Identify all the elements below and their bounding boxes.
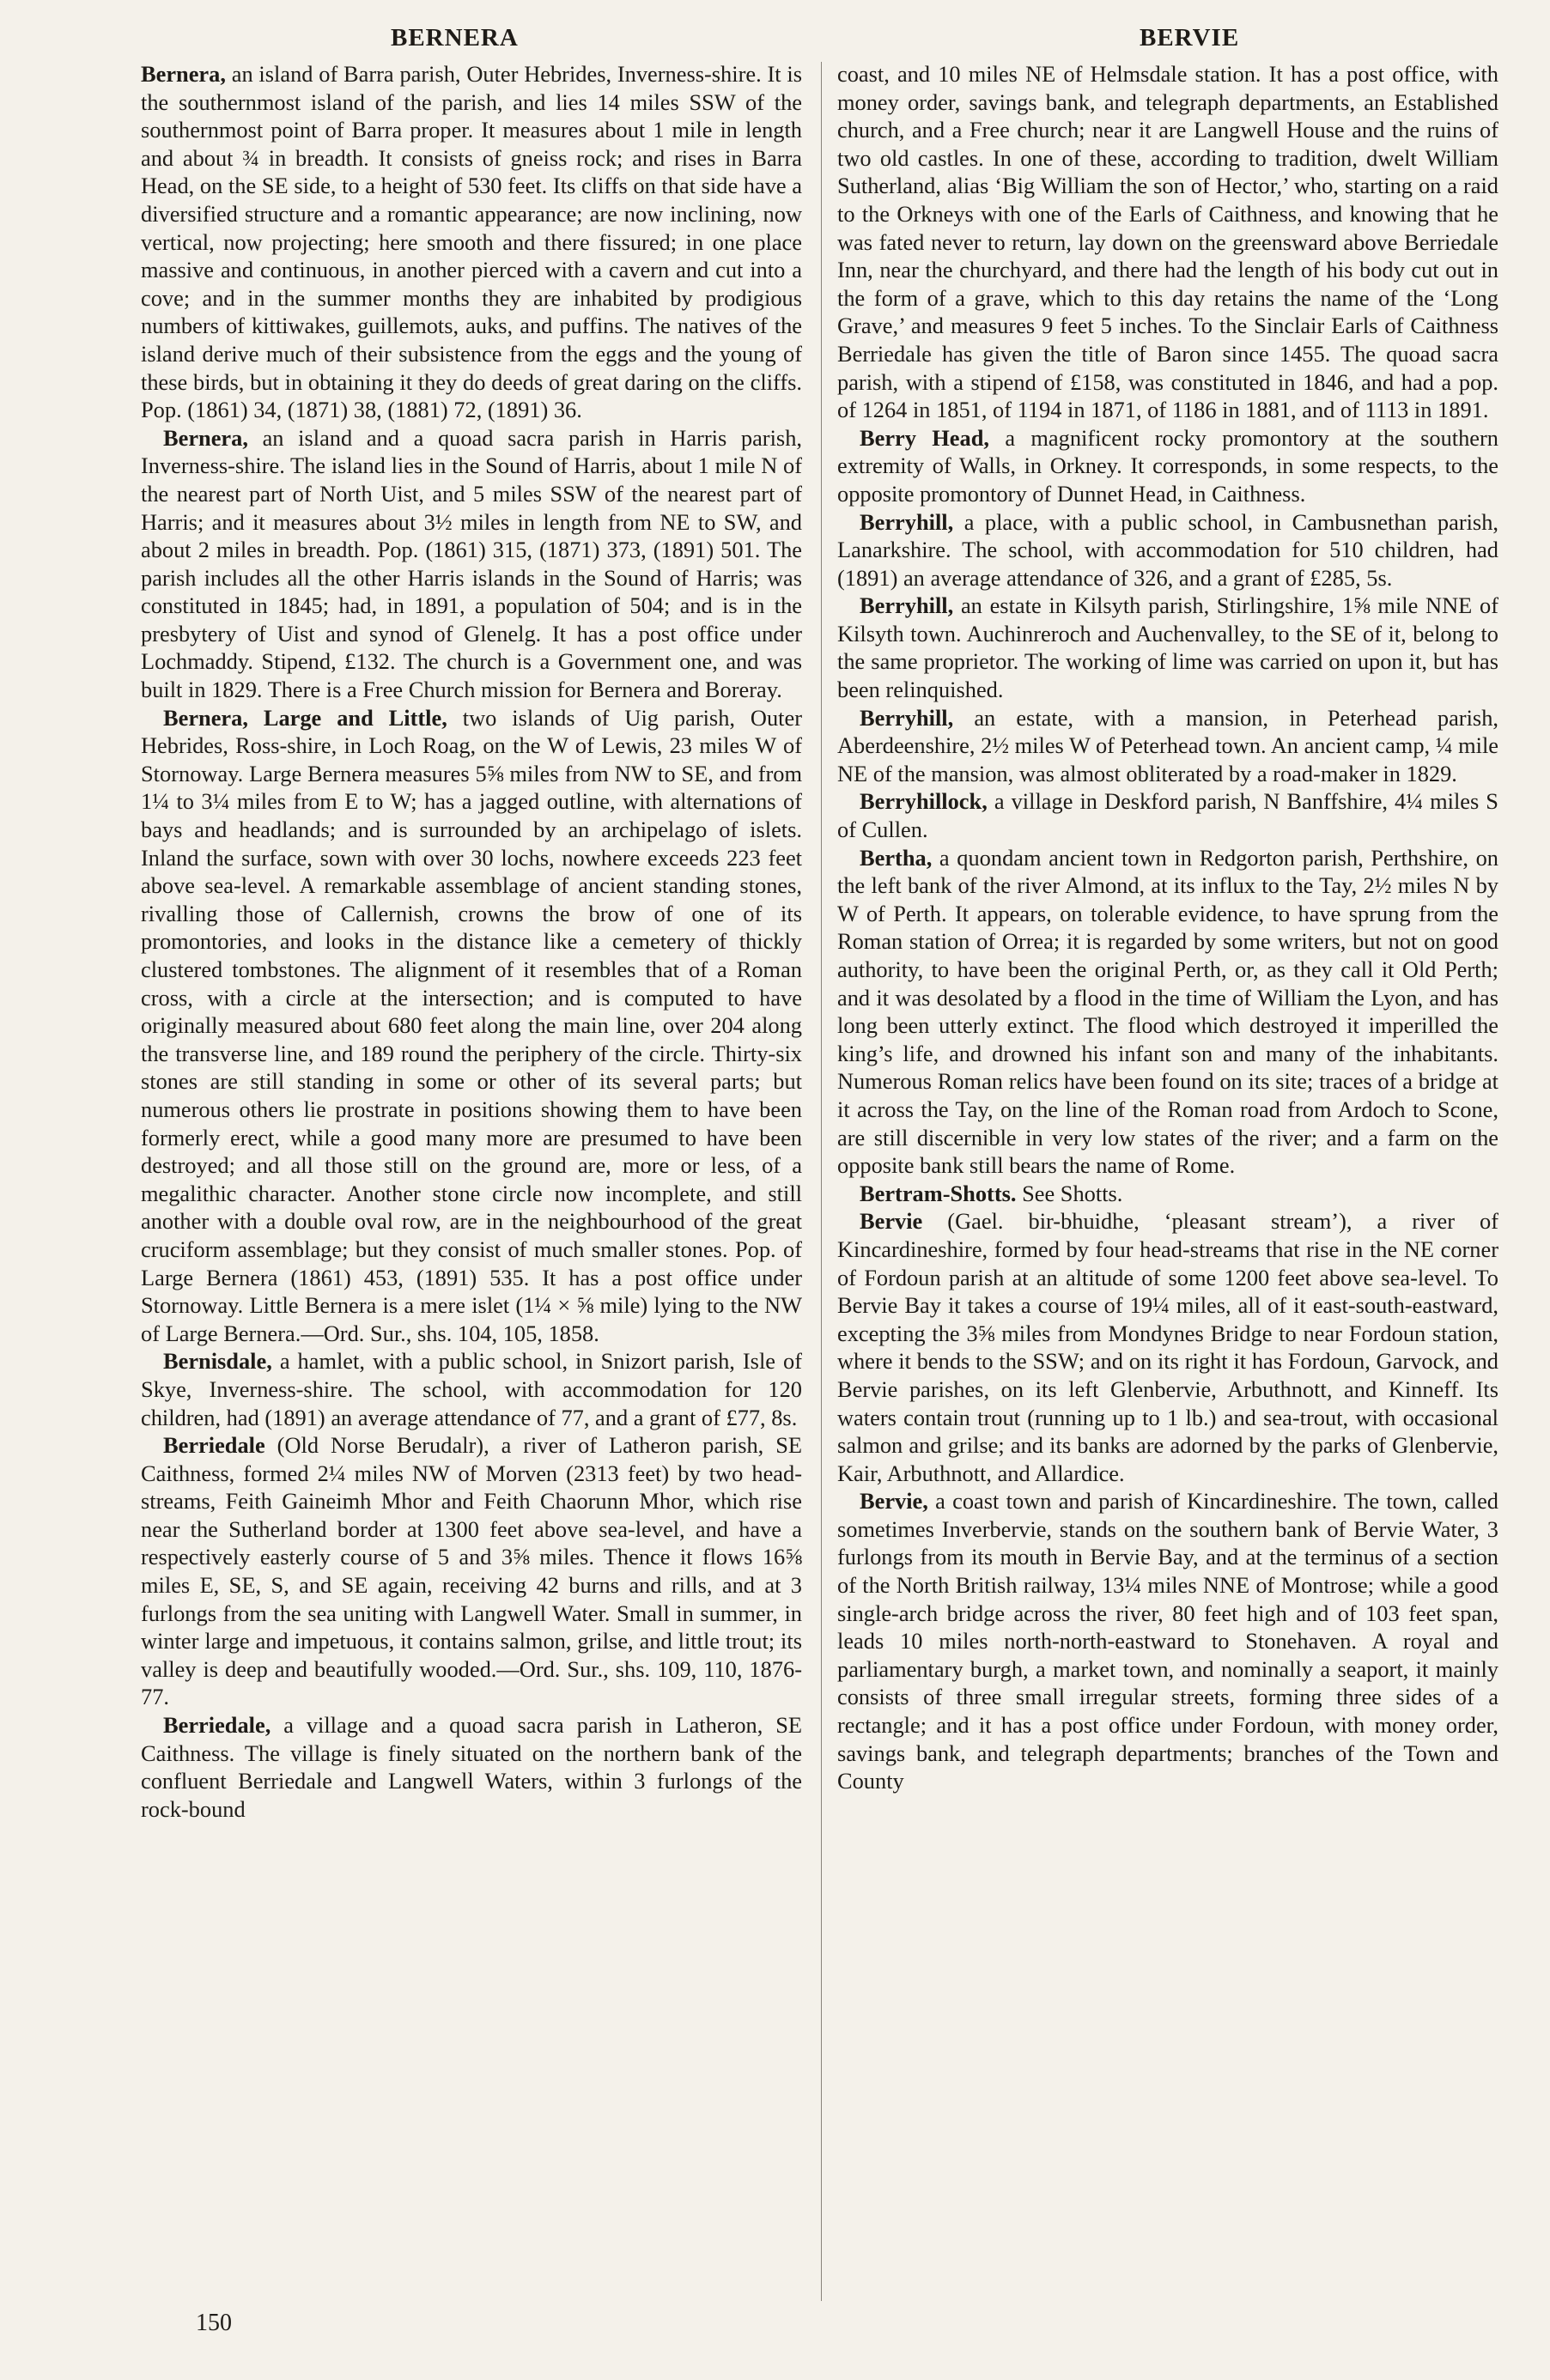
entry-headword: Bertram-Shotts.	[860, 1180, 1017, 1206]
running-head-left: BERNERA	[391, 24, 519, 52]
entry-text: See Shotts.	[1016, 1180, 1123, 1206]
entry-text: an island and a quoad sacra parish in Harris parish, Inverness-shire. The island lies in the Sound of Harris, about 1 mile N of the nearest part of North Uist, and 5 miles SSW of the nearest part of Harris; and it measures about 3½ miles in length from NE to SW, and about 2 miles in breadth. Pop. (1861) 315, (1871) 373, (1891) 501. The parish includes all the other Harris islands in the Sound of Harris; was constituted in 1845; had, in 1891, a population of 504; and is in the presbytery of Uist and synod of Glenelg. It has a post office under Lochmaddy. Stipend, £132. The church is a Government one, and was built in 1829. There is a Free Church mission for Bernera and Boreray.	[141, 424, 802, 703]
entry-text: (Gael. bir-bhuidhe, ‘pleasant stream’), a river of Kincardineshire, formed by four head-streams that rise in the NE corner of Fordoun parish at an altitude of some 1200 feet above sea-level. To Bervie Bay it takes a course of 19¼ miles, all of it east-south-eastward, excepting the 3⅝ miles from Mondynes Bridge to near Fordoun station, where it bends to the SSW; and on its right it has Fordoun, Garvock, and Bervie parishes, on its left Glenbervie, Arbuthnott, and Kinneff. Its waters contain trout (running up to 1 lb.) and sea-trout, with occasional salmon and grilse; and its banks are adorned by the parks of Glenbervie, Kair, Arbuthnott, and Allardice.	[837, 1208, 1498, 1486]
entry-berryhill-kilsyth	[837, 592, 1498, 703]
entry-text: (Old Norse Berudalr), a river of Latheron parish, SE Caithness, formed 2¼ miles NW of Morven (2313 feet) by two head-streams, Feith Gaineimh Mhor and Feith Chaorunn Mhor, which rise near the Sutherland border at 1300 feet above sea-level, and have a respectively easterly course of 5 and 3⅝ miles. Thence it flows 16⅝ miles E, SE, S, and SE again, receiving 42 burns and rills, and at 3 furlongs from the sea uniting with Langwell Water. Small in summer, in winter large and impetuous, it contains salmon, grilse, and little trout; its valley is deep and beautifully wooded.—Ord. Sur., shs. 109, 110, 1876-77.	[141, 1432, 802, 1710]
entry-headword: Berryhill,	[860, 704, 954, 731]
running-head-right: BERVIE	[1140, 24, 1240, 52]
entry-headword: Bernera, Large and Little,	[163, 704, 447, 731]
entry-berry-head	[837, 424, 1498, 508]
entry-berriedale-village	[141, 1711, 802, 1823]
entry-headword: Berriedale,	[163, 1712, 271, 1739]
entry-berriedale-continued	[837, 60, 1498, 424]
entry-berryhillock	[837, 787, 1498, 843]
entry-text: a quondam ancient town in Redgorton parish, Perthshire, on the left bank of the river Almond, at its influx to the Tay, 2½ miles N by W of Perth. It appears, on tolerable evidence, to have sprung from the Roman station of Orrea; it is regarded by some writers, but not on good authority, to have been the original Perth, or, as they call it Old Perth; and it was desolated by a flood in the time of William the Lyon, and has long been utterly extinct. The flood which destroyed it imperilled the king’s life, and drowned his infant son and many of the inhabitants. Numerous Roman relics have been found on its site; traces of a bridge at it across the Tay, on the line of the Roman road from Ardoch to Scone, are still discernible in very low states of the river; and a farm on the opposite bank still bears the name of Rome.	[837, 844, 1498, 1179]
left-column	[141, 60, 802, 2292]
entry-text: a village in Deskford parish, N Banffshire, 4¼ miles S of Cullen.	[837, 788, 1498, 843]
entry-text: two islands of Uig parish, Outer Hebrides, Ross-shire, in Loch Roag, on the W of Lewis, 23 miles W of Stornoway. Large Bernera measures 5⅝ miles from NW to SE, and from 1¼ to 3¼ miles from E to W; has a jagged outline, with alternations of bays and headlands; and is surrounded by an archipelago of islets. Inland the surface, sown with over 30 lochs, nowhere exceeds 223 feet above sea-level. A remarkable assemblage of ancient standing stones, rivalling those of Callernish, crowns the brow of one of its promontories, and looks in the distance like a cemetery of thickly clustered tombstones. The alignment of it resembles that of a Roman cross, with a circle at the intersection; and is computed to have originally measured about 680 feet along the main line, over 204 along the transverse line, and 189 round the periphery of the circle. Thirty-six stones are still standing in some or other of its several parts; but numerous others lie prostrate in positions showing them to have been formerly erect, while a good many more are presumed to have been destroyed; and all those still on the ground are, more or less, of a megalithic character. Another stone circle now incomplete, and still another with a double oval row, are in the neighbourhood of the great cruciform assemblage; but they consist of much smaller stones. Pop. of Large Bernera (1861) 453, (1891) 535. It has a post office under Stornoway. Little Bernera is a mere islet (1¼ × ⅝ mile) lying to the NW of Large Bernera.—Ord. Sur., shs. 104, 105, 1858.	[141, 704, 802, 1346]
entry-berryhill-peterhead	[837, 704, 1498, 788]
entry-text: an estate in Kilsyth parish, Stirlingshire, 1⅝ mile NNE of Kilsyth town. Auchinreroch and Auchenvalley, to the SE of it, belong to the same proprietor. The working of lime was carried on upon it, but has been relinquished.	[837, 592, 1498, 703]
entry-text: coast, and 10 miles NE of Helmsdale station. It has a post office, with money order, savings bank, and telegraph departments, an Established church, and a Free church; near it are Langwell House and the ruins of two old castles. In one of these, according to tradition, dwelt William Sutherland, alias ‘Big William the son of Hector,’ who, starting on a raid to the Orkneys with one of the Earls of Caithness, and knowing that he was fated never to return, lay down on the greensward above Berriedale Inn, near the churchyard, and there had the length of his body cut out in the form of a grave, which to this day retains the name of the ‘Long Grave,’ and measures 9 feet 5 inches. To the Sinclair Earls of Caithness Berriedale has given the title of Baron since 1455. The quoad sacra parish, with a stipend of £158, was constituted in 1846, and had a pop. of 1264 in 1851, of 1194 in 1871, of 1186 in 1881, and of 1113 in 1891.	[837, 61, 1498, 423]
entry-bertram-shotts	[837, 1180, 1498, 1208]
entry-text: a coast town and parish of Kincardineshire. The town, called sometimes Inverbervie, stands on the southern bank of Bervie Water, 3 furlongs from its mouth in Bervie Bay, and at the terminus of a section of the North British railway, 13¼ miles NNE of Montrose; while a good single-arch bridge across the river, 80 feet high and of 103 feet span, leads 10 miles north-north-eastward to Stonehaven. A royal and parliamentary burgh, a market town, and nominally a seaport, it mainly consists of three small irregular streets, forming three sides of a rectangle; and it has a post office under Fordoun, with money order, savings bank, and telegraph departments; branches of the Town and County	[837, 1488, 1498, 1794]
entry-bernisdale	[141, 1347, 802, 1431]
entry-bernera-large-little	[141, 704, 802, 1348]
page-number: 150	[196, 2310, 232, 2336]
entry-berriedale-river	[141, 1431, 802, 1711]
entry-headword: Bervie,	[860, 1488, 928, 1515]
entry-bernera-harris	[141, 424, 802, 704]
entry-text: an island of Barra parish, Outer Hebrides, Inverness-shire. It is the southernmost island of the parish, and lies 14 miles SSW of the southernmost point of Barra proper. It measures about 1 mile in length and about ¾ in breadth. It consists of gneiss rock; and rises in Barra Head, on the SE side, to a height of 530 feet. Its cliffs on that side have a diversified structure and a romantic appearance; are now inclining, now vertical, now projecting; here smooth and there fissured; in one place massive and continuous, in another pierced with a cavern and cut into a cove; and in the summer months they are inhabited by prodigious numbers of kittiwakes, guillemots, auks, and puffins. The natives of the island derive much of their subsistence from the eggs and the young of these birds, but in obtaining it they do deeds of great daring on the cliffs. Pop. (1861) 34, (1871) 38, (1881) 72, (1891) 36.	[141, 61, 802, 423]
entry-text: a hamlet, with a public school, in Snizort parish, Isle of Skye, Inverness-shire. The school, with accommodation for 120 children, had (1891) an average attendance of 77, and a grant of £77, 8s.	[141, 1348, 802, 1430]
entry-text: an estate, with a mansion, in Peterhead parish, Aberdeenshire, 2½ miles W of Peterhead town. An ancient camp, ¼ mile NE of the mansion, was almost obliterated by a road-maker in 1829.	[837, 704, 1498, 786]
entry-headword: Bervie	[860, 1208, 923, 1235]
right-column	[837, 60, 1498, 2292]
entry-headword: Berry Head,	[860, 424, 989, 451]
entry-headword: Berriedale	[163, 1432, 265, 1459]
entry-bernera-barra	[141, 60, 802, 424]
entry-headword: Bernera,	[141, 61, 226, 87]
entry-headword: Berryhill,	[860, 508, 954, 535]
column-divider	[821, 62, 822, 2301]
entry-text: a magnificent rocky promontory at the southern extremity of Walls, in Orkney. It corresponds, in some respects, to the opposite promontory of Dunnet Head, in Caithness.	[837, 424, 1498, 507]
entry-text: a place, with a public school, in Cambusnethan parish, Lanarkshire. The school, with accommodation for 510 children, had (1891) an average attendance of 326, and a grant of £285, 5s.	[837, 508, 1498, 591]
entry-berryhill-cambusnethan	[837, 508, 1498, 592]
entry-headword: Berryhillock,	[860, 788, 988, 815]
entry-bervie-river	[837, 1207, 1498, 1487]
entry-headword: Berryhill,	[860, 592, 954, 619]
entry-headword: Bertha,	[860, 844, 933, 871]
entry-headword: Bernisdale,	[163, 1348, 272, 1375]
entry-text: a village and a quoad sacra parish in Latheron, SE Caithness. The village is finely situated on the northern bank of the confluent Berriedale and Langwell Waters, within 3 furlongs of the rock-bound	[141, 1712, 802, 1822]
entry-bervie-town	[837, 1487, 1498, 1795]
entry-headword: Bernera,	[163, 424, 248, 451]
entry-bertha	[837, 844, 1498, 1180]
